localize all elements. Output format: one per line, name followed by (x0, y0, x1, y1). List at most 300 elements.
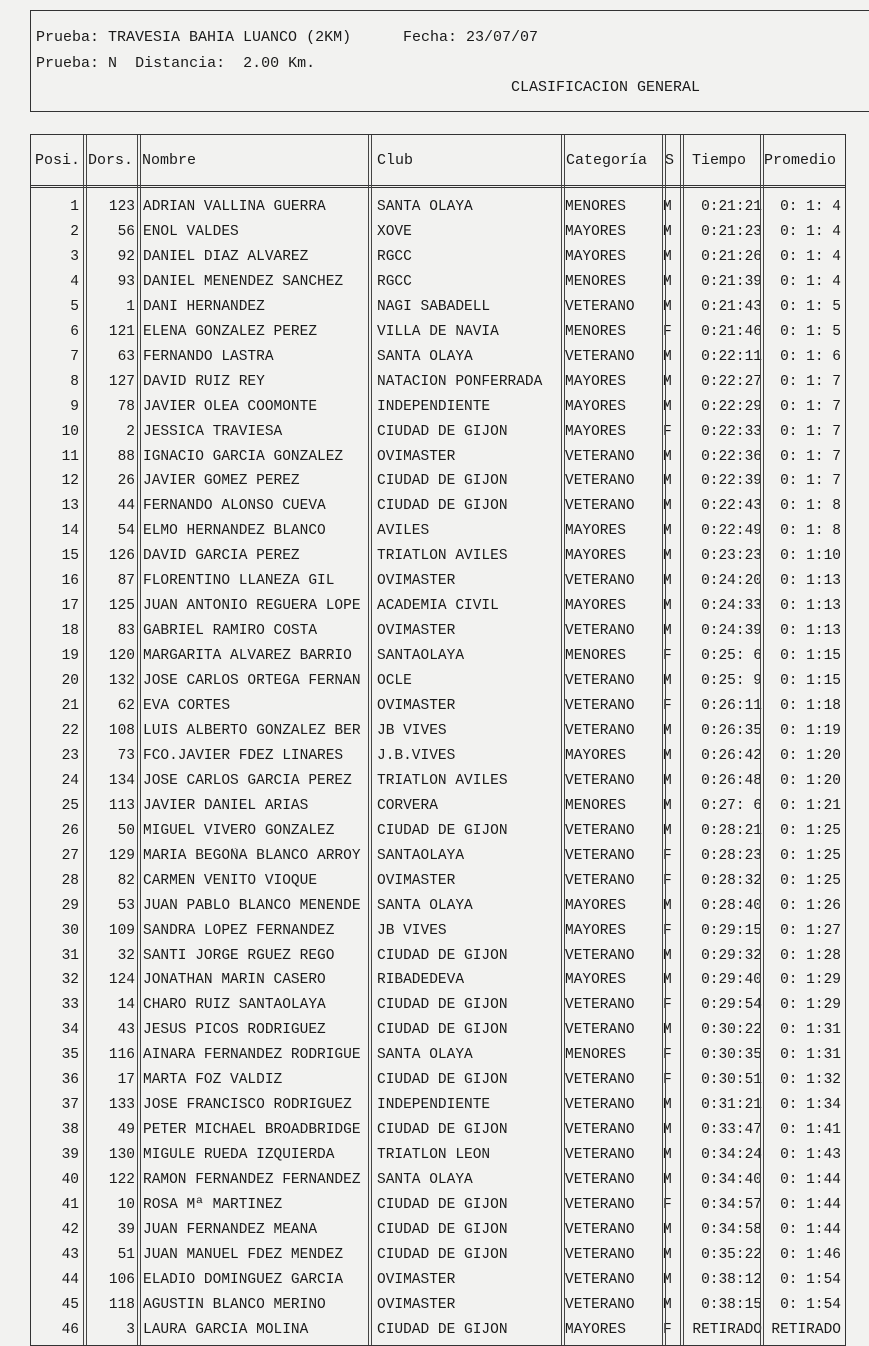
cell-dors: 10 (117, 1197, 135, 1213)
cell-tiempo: 0:29:40 (701, 972, 762, 989)
table-row (31, 447, 845, 472)
cell-nombre: DAVID RUIZ REY (143, 373, 265, 390)
column-header-club: Club (377, 152, 414, 169)
cell-tiempo: 0:21:23 (701, 223, 762, 240)
cell-tiempo: 0:33:47 (701, 1122, 762, 1139)
cell-dors: 83 (117, 623, 135, 640)
column-divider (368, 135, 372, 1345)
cell-categoria: VETERANO (565, 1172, 635, 1189)
column-header-categoria: Categoría (566, 152, 648, 169)
cell-promedio: 0: 1:20 (780, 747, 841, 764)
cell-sexo: M (663, 673, 672, 690)
cell-club: OVIMASTER (377, 1296, 456, 1313)
cell-club: JB VIVES (377, 722, 447, 739)
prueba2-line (36, 55, 315, 72)
table-row (31, 297, 845, 322)
cell-sexo: F (663, 323, 672, 340)
cell-tiempo: 0:26:48 (701, 772, 762, 789)
cell-dors: 78 (117, 398, 135, 415)
cell-club: RGCC (377, 273, 412, 290)
cell-sexo: M (663, 573, 672, 590)
table-row (31, 721, 845, 746)
cell-sexo: M (663, 498, 672, 515)
cell-dors: 113 (108, 797, 135, 814)
cell-club: SANTA OLAYA (377, 1047, 473, 1064)
cell-posi: 5 (70, 298, 79, 315)
cell-sexo: M (663, 1097, 672, 1114)
table-row (31, 646, 845, 671)
cell-tiempo: 0:38:15 (701, 1296, 762, 1313)
column-header-promedio: Promedio (764, 152, 837, 169)
cell-promedio: 0: 1:15 (780, 673, 841, 690)
cell-tiempo: 0:21:46 (701, 323, 762, 340)
cell-posi: 2 (70, 223, 79, 240)
prueba2-label: Prueba: (36, 55, 100, 72)
cell-nombre: MIGULE RUEDA IZQUIERDA (143, 1147, 335, 1164)
cell-promedio: 0: 1:26 (780, 897, 841, 914)
cell-tiempo: 0:29:54 (701, 997, 762, 1014)
cell-promedio: 0: 1: 8 (780, 523, 841, 540)
cell-categoria: VETERANO (565, 997, 635, 1014)
cell-categoria: MENORES (565, 1047, 626, 1064)
cell-sexo: F (663, 648, 672, 665)
cell-promedio: 0: 1:43 (780, 1147, 841, 1164)
cell-nombre: SANDRA LOPEZ FERNANDEZ (143, 922, 335, 939)
cell-categoria: VETERANO (565, 298, 635, 315)
cell-posi: 1 (70, 199, 79, 215)
table-row (31, 247, 845, 272)
cell-tiempo: 0:35:22 (701, 1246, 762, 1263)
cell-club: CIUDAD DE GIJON (377, 423, 508, 440)
cell-promedio: 0: 1:44 (780, 1221, 841, 1238)
cell-dors: 124 (108, 972, 135, 989)
table-row (31, 521, 845, 546)
cell-promedio: 0: 1: 7 (780, 448, 841, 465)
cell-club: CIUDAD DE GIJON (377, 947, 508, 964)
cell-club: SANTA OLAYA (377, 897, 473, 914)
cell-promedio: 0: 1:34 (780, 1097, 841, 1114)
cell-posi: 28 (61, 872, 79, 889)
cell-dors: 44 (117, 498, 135, 515)
cell-dors: 32 (117, 947, 135, 964)
fecha-label: Fecha: (403, 29, 458, 46)
cell-dors: 51 (117, 1246, 135, 1263)
cell-club: CIUDAD DE GIJON (377, 498, 508, 515)
cell-club: CIUDAD DE GIJON (377, 473, 508, 490)
cell-sexo: F (663, 1047, 672, 1064)
cell-dors: 126 (108, 548, 135, 565)
cell-dors: 122 (108, 1172, 135, 1189)
cell-nombre: ENOL VALDES (143, 223, 239, 240)
cell-tiempo: 0:24:20 (701, 573, 762, 590)
cell-dors: 116 (108, 1047, 135, 1064)
cell-dors: 82 (117, 872, 135, 889)
cell-posi: 3 (70, 248, 79, 265)
cell-dors: 14 (117, 997, 135, 1014)
cell-posi: 17 (61, 598, 79, 615)
cell-dors: 53 (117, 897, 135, 914)
cell-posi: 34 (61, 1022, 79, 1039)
cell-categoria: VETERANO (565, 1097, 635, 1114)
cell-posi: 21 (61, 698, 79, 714)
cell-sexo: F (663, 847, 672, 864)
cell-tiempo: 0:38:12 (701, 1271, 762, 1288)
cell-categoria: VETERANO (565, 623, 635, 640)
cell-nombre: JUAN PABLO BLANCO MENENDE (143, 897, 361, 914)
cell-sexo: M (663, 1246, 672, 1263)
cell-dors: 108 (108, 722, 135, 739)
cell-posi: 35 (61, 1047, 79, 1064)
distancia-value: 2.00 Km. (243, 55, 316, 72)
cell-tiempo: 0:22:29 (701, 398, 762, 415)
cell-sexo: M (663, 398, 672, 415)
cell-categoria: VETERANO (565, 673, 635, 690)
cell-club: OVIMASTER (377, 1271, 456, 1288)
header-box (30, 10, 869, 112)
cell-categoria: MENORES (565, 199, 626, 215)
table-row (31, 621, 845, 646)
cell-promedio: 0: 1: 7 (780, 423, 841, 440)
cell-categoria: VETERANO (565, 1022, 635, 1039)
cell-club: INDEPENDIENTE (377, 398, 491, 415)
cell-categoria: VETERANO (565, 1221, 635, 1238)
cell-categoria: MAYORES (565, 248, 626, 265)
cell-club: OVIMASTER (377, 573, 456, 590)
cell-categoria: MAYORES (565, 1321, 626, 1338)
cell-dors: 87 (117, 573, 135, 590)
cell-promedio: 0: 1:44 (780, 1197, 841, 1213)
cell-posi: 4 (70, 273, 79, 290)
cell-nombre: FERNANDO ALONSO CUEVA (143, 498, 326, 515)
cell-dors: 106 (108, 1271, 135, 1288)
table-row (31, 746, 845, 771)
cell-nombre: MARTA FOZ VALDIZ (143, 1072, 283, 1089)
cell-promedio: 0: 1:54 (780, 1271, 841, 1288)
cell-promedio: 0: 1: 6 (780, 348, 841, 365)
cell-sexo: M (663, 199, 672, 215)
cell-dors: 93 (117, 273, 135, 290)
cell-sexo: M (663, 273, 672, 290)
cell-categoria: MENORES (565, 273, 626, 290)
fecha-line (403, 29, 538, 46)
cell-dors: 73 (117, 747, 135, 764)
cell-nombre: JESUS PICOS RODRIGUEZ (143, 1022, 326, 1039)
cell-nombre: JOSE FRANCISCO RODRIGUEZ (143, 1097, 352, 1114)
cell-tiempo: 0:30:51 (701, 1072, 762, 1089)
cell-categoria: VETERANO (565, 573, 635, 590)
cell-club: SANTA OLAYA (377, 199, 473, 215)
cell-posi: 24 (61, 772, 79, 789)
column-divider (83, 135, 87, 1345)
cell-tiempo: 0:22:39 (701, 473, 762, 490)
cell-sexo: M (663, 1122, 672, 1139)
cell-promedio: 0: 1: 4 (780, 248, 841, 265)
cell-posi: 13 (61, 498, 79, 515)
cell-posi: 40 (61, 1172, 79, 1189)
table-row (31, 821, 845, 846)
table-row (31, 596, 845, 621)
table-row (31, 771, 845, 796)
table-row (31, 347, 845, 372)
cell-sexo: M (663, 972, 672, 989)
cell-club: RIBADEDEVA (377, 972, 465, 989)
cell-promedio: 0: 1:44 (780, 1172, 841, 1189)
cell-nombre: PETER MICHAEL BROADBRIDGE (143, 1122, 361, 1139)
cell-club: OCLE (377, 673, 412, 690)
cell-promedio: 0: 1:10 (780, 548, 841, 565)
cell-tiempo: 0:34:57 (701, 1197, 762, 1213)
cell-tiempo: RETIRADO (692, 1321, 762, 1338)
cell-tiempo: 0:34:24 (701, 1147, 762, 1164)
cell-sexo: M (663, 348, 672, 365)
cell-posi: 27 (61, 847, 79, 864)
cell-categoria: MAYORES (565, 373, 626, 390)
cell-sexo: M (663, 523, 672, 540)
fecha-value: 23/07/07 (466, 29, 539, 46)
cell-sexo: F (663, 698, 672, 714)
cell-posi: 11 (61, 448, 79, 465)
cell-dors: 3 (126, 1321, 135, 1338)
cell-nombre: DANIEL DIAZ ALVAREZ (143, 248, 309, 265)
cell-sexo: M (663, 772, 672, 789)
column-header-tiempo: Tiempo (692, 152, 747, 169)
cell-categoria: MAYORES (565, 897, 626, 914)
table-row (31, 322, 845, 347)
cell-tiempo: 0:34:58 (701, 1221, 762, 1238)
cell-promedio: 0: 1: 4 (780, 199, 841, 215)
cell-categoria: VETERANO (565, 1296, 635, 1313)
cell-dors: 17 (117, 1072, 135, 1089)
cell-posi: 9 (70, 398, 79, 415)
cell-club: CIUDAD DE GIJON (377, 822, 508, 839)
table-row (31, 871, 845, 896)
cell-dors: 43 (117, 1022, 135, 1039)
table-row (31, 1095, 845, 1120)
cell-nombre: JOSE CARLOS GARCIA PEREZ (143, 772, 352, 789)
cell-dors: 123 (108, 199, 135, 215)
cell-nombre: JONATHAN MARIN CASERO (143, 972, 326, 989)
cell-dors: 2 (126, 423, 135, 440)
table-row (31, 921, 845, 946)
cell-tiempo: 0:31:21 (701, 1097, 762, 1114)
cell-sexo: M (663, 373, 672, 390)
cell-promedio: 0: 1:29 (780, 997, 841, 1014)
cell-categoria: MAYORES (565, 423, 626, 440)
cell-nombre: JAVIER DANIEL ARIAS (143, 797, 309, 814)
cell-sexo: M (663, 473, 672, 490)
column-header-posi: Posi. (35, 152, 81, 169)
table-row (31, 272, 845, 297)
cell-nombre: ROSA Mª MARTINEZ (143, 1197, 283, 1213)
table-row (31, 372, 845, 397)
cell-sexo: F (663, 1072, 672, 1089)
cell-posi: 36 (61, 1072, 79, 1089)
cell-categoria: MENORES (565, 797, 626, 814)
cell-categoria: VETERANO (565, 872, 635, 889)
cell-nombre: DANI HERNANDEZ (143, 298, 265, 315)
cell-club: SANTAOLAYA (377, 847, 465, 864)
cell-nombre: ADRIAN VALLINA GUERRA (143, 199, 326, 215)
cell-promedio: 0: 1:28 (780, 947, 841, 964)
table-row (31, 571, 845, 596)
cell-categoria: VETERANO (565, 473, 635, 490)
cell-tiempo: 0:29:15 (701, 922, 762, 939)
cell-club: XOVE (377, 223, 412, 240)
cell-dors: 92 (117, 248, 135, 265)
cell-club: CIUDAD DE GIJON (377, 997, 508, 1014)
table-header (31, 135, 845, 188)
cell-sexo: M (663, 1172, 672, 1189)
cell-club: INDEPENDIENTE (377, 1097, 491, 1114)
cell-promedio: 0: 1:32 (780, 1072, 841, 1089)
cell-tiempo: 0:21:43 (701, 298, 762, 315)
cell-posi: 39 (61, 1147, 79, 1164)
cell-nombre: JUAN ANTONIO REGUERA LOPE (143, 598, 361, 615)
cell-sexo: M (663, 548, 672, 565)
cell-categoria: VETERANO (565, 1246, 635, 1263)
cell-categoria: MAYORES (565, 548, 626, 565)
cell-categoria: VETERANO (565, 772, 635, 789)
cell-nombre: CHARO RUIZ SANTAOLAYA (143, 997, 326, 1014)
cell-categoria: MAYORES (565, 972, 626, 989)
cell-categoria: MAYORES (565, 922, 626, 939)
table-row (31, 846, 845, 871)
table-row (31, 496, 845, 521)
cell-posi: 20 (61, 673, 79, 690)
results-table (30, 134, 846, 1346)
cell-tiempo: 0:26:35 (701, 722, 762, 739)
table-row (31, 1045, 845, 1070)
cell-nombre: JESSICA TRAVIESA (143, 423, 283, 440)
cell-posi: 33 (61, 997, 79, 1014)
cell-dors: 62 (117, 698, 135, 714)
cell-tiempo: 0:28:23 (701, 847, 762, 864)
table-row (31, 946, 845, 971)
cell-dors: 127 (108, 373, 135, 390)
cell-dors: 120 (108, 648, 135, 665)
cell-promedio: 0: 1:13 (780, 623, 841, 640)
cell-club: NATACION PONFERRADA (377, 373, 543, 390)
cell-club: VILLA DE NAVIA (377, 323, 499, 340)
cell-posi: 23 (61, 747, 79, 764)
cell-categoria: VETERANO (565, 698, 635, 714)
cell-dors: 54 (117, 523, 135, 540)
cell-posi: 25 (61, 797, 79, 814)
cell-sexo: F (663, 423, 672, 440)
cell-promedio: 0: 1:20 (780, 772, 841, 789)
cell-sexo: M (663, 747, 672, 764)
table-row (31, 1295, 845, 1320)
cell-nombre: FCO.JAVIER FDEZ LINARES (143, 747, 344, 764)
prueba-name: TRAVESIA BAHIA LUANCO (2KM) (108, 29, 352, 46)
cell-club: OVIMASTER (377, 698, 456, 714)
table-row (31, 995, 845, 1020)
cell-nombre: RAMON FERNANDEZ FERNANDEZ (143, 1172, 361, 1189)
cell-club: CIUDAD DE GIJON (377, 1221, 508, 1238)
cell-club: TRIATLON LEON (377, 1147, 491, 1164)
cell-nombre: CARMEN VENITO VIOQUE (143, 872, 318, 889)
cell-tiempo: 0:28:40 (701, 897, 762, 914)
cell-categoria: VETERANO (565, 1271, 635, 1288)
cell-tiempo: 0:24:39 (701, 623, 762, 640)
cell-sexo: M (663, 1296, 672, 1313)
cell-categoria: MAYORES (565, 598, 626, 615)
cell-dors: 39 (117, 1221, 135, 1238)
cell-nombre: LAURA GARCIA MOLINA (143, 1321, 309, 1338)
cell-nombre: JOSE CARLOS ORTEGA FERNAN (143, 673, 361, 690)
cell-categoria: VETERANO (565, 1072, 635, 1089)
cell-sexo: M (663, 1221, 672, 1238)
cell-nombre: AGUSTIN BLANCO MERINO (143, 1296, 326, 1313)
cell-dors: 26 (117, 473, 135, 490)
cell-categoria: VETERANO (565, 822, 635, 839)
cell-tiempo: 0:26:42 (701, 747, 762, 764)
cell-club: ACADEMIA CIVIL (377, 598, 499, 615)
cell-sexo: F (663, 1197, 672, 1213)
cell-club: OVIMASTER (377, 448, 456, 465)
cell-club: J.B.VIVES (377, 747, 456, 764)
cell-nombre: FLORENTINO LLANEZA GIL (143, 573, 335, 590)
cell-posi: 12 (61, 473, 79, 490)
cell-promedio: 0: 1: 5 (780, 323, 841, 340)
cell-sexo: M (663, 797, 672, 814)
cell-posi: 30 (61, 922, 79, 939)
cell-posi: 43 (61, 1246, 79, 1263)
cell-promedio: 0: 1:29 (780, 972, 841, 989)
cell-categoria: VETERANO (565, 1197, 635, 1213)
cell-nombre: DAVID GARCIA PEREZ (143, 548, 300, 565)
column-divider (137, 135, 141, 1345)
cell-club: CIUDAD DE GIJON (377, 1246, 508, 1263)
clasificacion-title: CLASIFICACION GENERAL (511, 79, 701, 96)
cell-sexo: M (663, 623, 672, 640)
column-header-dors: Dors. (88, 152, 134, 169)
cell-posi: 42 (61, 1221, 79, 1238)
cell-sexo: M (663, 448, 672, 465)
cell-nombre: JAVIER GOMEZ PEREZ (143, 473, 300, 490)
cell-posi: 29 (61, 897, 79, 914)
cell-promedio: 0: 1:25 (780, 822, 841, 839)
cell-tiempo: 0:26:11 (701, 698, 762, 714)
cell-club: JB VIVES (377, 922, 447, 939)
table-row (31, 1020, 845, 1045)
cell-club: SANTA OLAYA (377, 348, 473, 365)
cell-dors: 134 (108, 772, 135, 789)
cell-posi: 15 (61, 548, 79, 565)
cell-sexo: M (663, 598, 672, 615)
cell-tiempo: 0:22:11 (701, 348, 762, 365)
prueba-label: Prueba: (36, 29, 100, 46)
cell-club: RGCC (377, 248, 412, 265)
cell-categoria: MAYORES (565, 747, 626, 764)
cell-posi: 22 (61, 722, 79, 739)
table-row (31, 471, 845, 496)
cell-sexo: M (663, 897, 672, 914)
cell-promedio: 0: 1:25 (780, 872, 841, 889)
cell-promedio: 0: 1: 4 (780, 273, 841, 290)
table-row (31, 1320, 845, 1345)
cell-promedio: 0: 1:31 (780, 1047, 841, 1064)
cell-dors: 88 (117, 448, 135, 465)
cell-tiempo: 0:23:23 (701, 548, 762, 565)
cell-nombre: MARIA BEGOÑA BLANCO ARROY (143, 847, 361, 864)
cell-posi: 26 (61, 822, 79, 839)
cell-promedio: 0: 1: 5 (780, 298, 841, 315)
cell-club: NAGI SABADELL (377, 298, 491, 315)
column-header-sexo: S (665, 152, 675, 169)
table-row (31, 1270, 845, 1295)
cell-promedio: 0: 1:25 (780, 847, 841, 864)
